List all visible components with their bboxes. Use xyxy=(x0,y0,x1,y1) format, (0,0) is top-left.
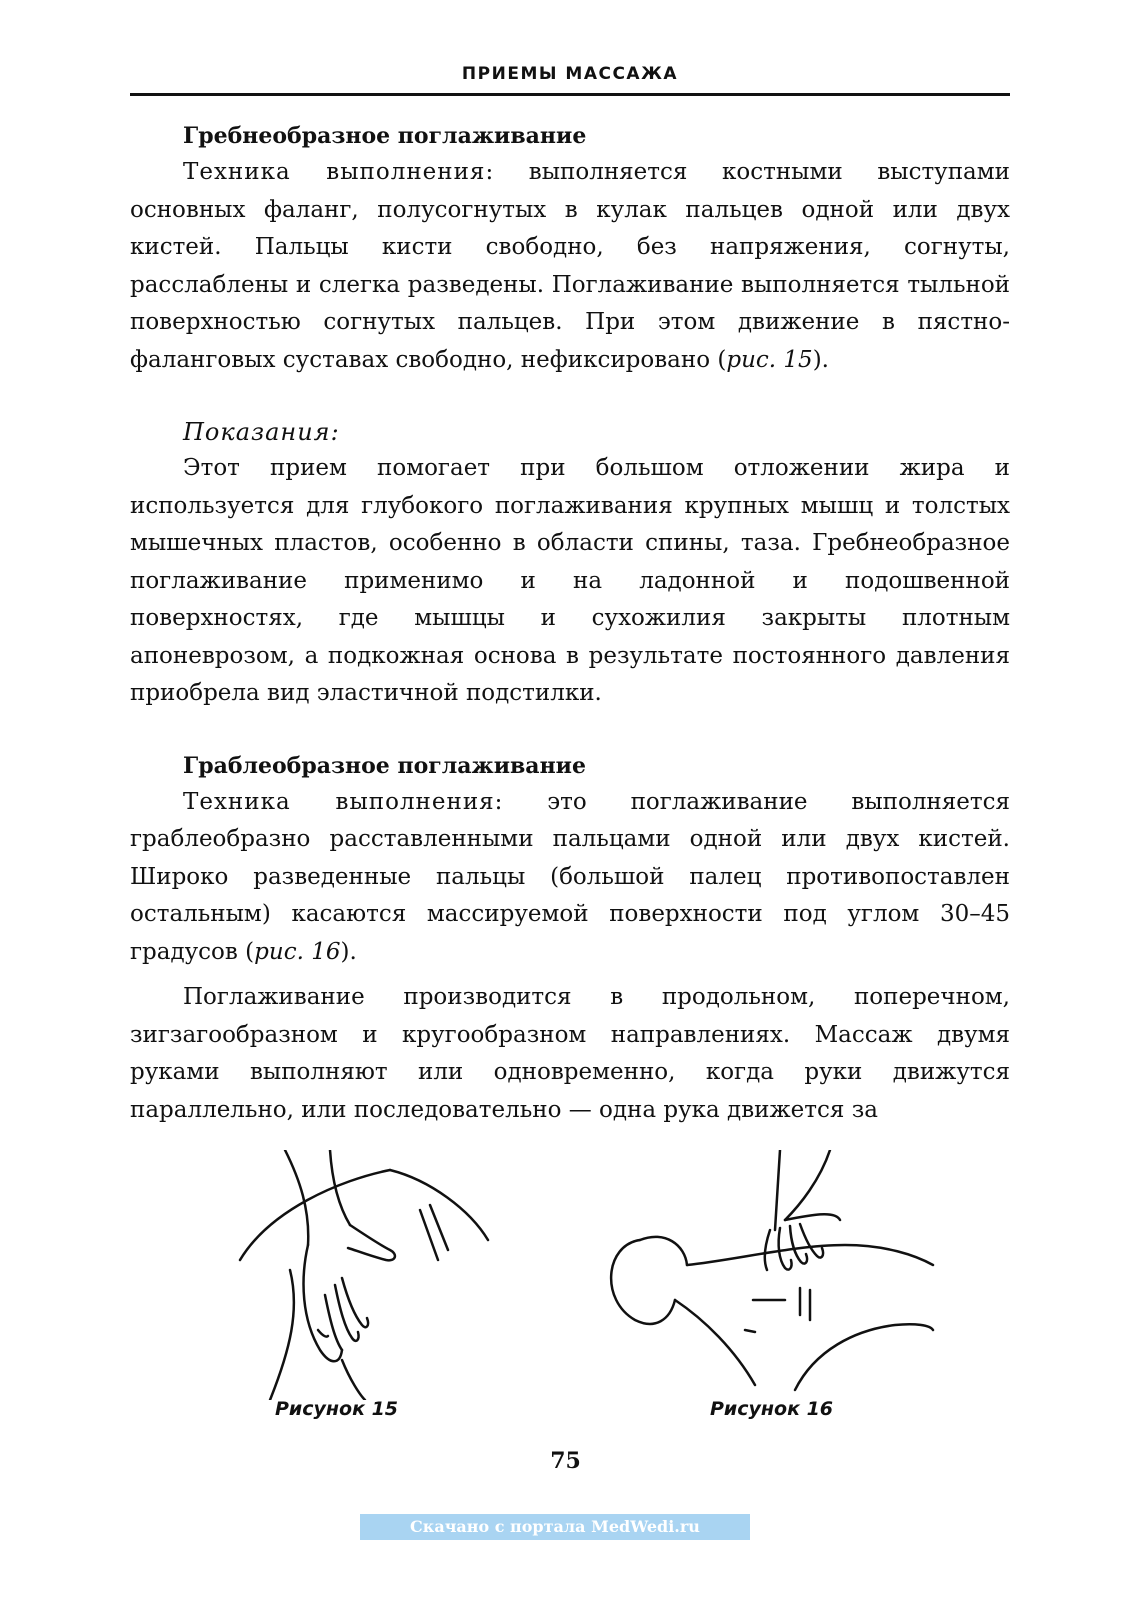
download-banner[interactable]: Скачано с портала MedWedi.ru xyxy=(360,1514,750,1540)
technique-text: это поглаживание выполняется граблеобразно расставленными пальцами одной или двух кистей. Широко разведенные пальцы (большой палец противопоставлен остальным) касаются массируемой поверхности под углом 30–45 градусов ( xyxy=(130,788,1010,965)
figure-15-illustration xyxy=(230,1150,490,1430)
paragraph-rake-directions: Поглаживание производится в продольном, поперечном, зигзагообразном и кругообразном направлениях. Массаж двумя руками выполняют или одновременно, когда руки движутся параллельно, или последовательно — одна рука движется за xyxy=(130,984,1010,1123)
technique-end: ). xyxy=(340,938,357,965)
page-body xyxy=(130,118,1010,1129)
technique-text: выполняется костными выступами основных фаланг, полусогнутых в кулак пальцев одной или двух кистей. Пальцы кисти свободно, без напряжения, согнуты, расслаблены и слегка разведены. Поглаживание выполняется тыльной поверхностью согнутых пальцев. При этом движение в пястно-фаланговых суставах свободно, нефиксировано ( xyxy=(130,159,1010,373)
running-head: ПРИЕМЫ МАССАЖА xyxy=(461,64,679,84)
paragraph-comb-technique xyxy=(130,154,1010,379)
technique-lead: Техника выполнения: xyxy=(183,159,495,185)
section-title-comb-stroking: Гребнеобразное поглаживание xyxy=(183,123,587,149)
section-title-rake-stroking: Граблеобразное поглаживание xyxy=(183,752,586,779)
figure-16-caption: Рисунок 16 xyxy=(710,1398,834,1420)
paragraph-rake-technique xyxy=(130,784,1010,972)
header-rule xyxy=(130,93,1010,96)
technique-end: ). xyxy=(812,346,829,373)
figure-reference-16: рис. 16 xyxy=(254,938,341,965)
figure-16-illustration xyxy=(595,1150,935,1430)
figure-15-caption: Рисунок 15 xyxy=(275,1398,399,1420)
page-number: 75 xyxy=(550,1448,581,1474)
technique-lead: Техника выполнения: xyxy=(183,788,504,815)
paragraph-indications: Этот прием помогает при большом отложении жира и используется для глубокого поглаживания крупных мышц и толстых мышечных пластов, особенно в области спины, таза. Гребнеобразное поглаживание применимо и на ладонной и подошвенной поверхностях, где мышцы и сухожилия закрыты плотным апоневрозом, а подкожная основа в результате постоянного давления приобрела вид эластичной подстилки. xyxy=(130,455,1010,706)
figure-reference-15: рис. 15 xyxy=(726,346,813,373)
indications-label: Показания: xyxy=(183,418,340,446)
